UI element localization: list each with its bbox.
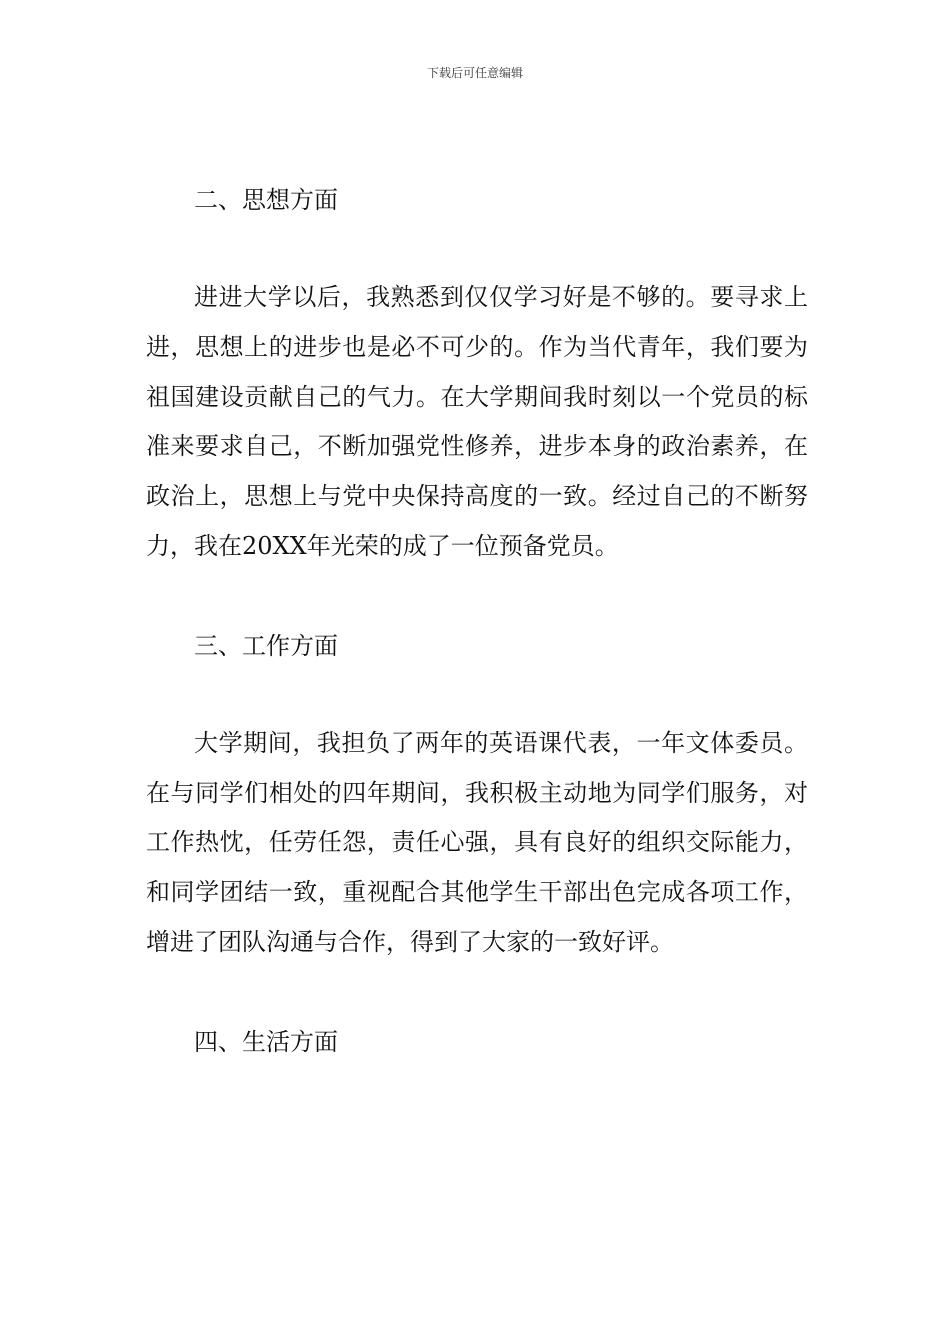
- spacer: [146, 226, 808, 273]
- document-body: [146, 174, 808, 1068]
- spacer: [146, 968, 808, 1016]
- section-heading-life: 四、生活方面: [194, 1027, 338, 1056]
- section-heading-thought: 二、思想方面: [194, 186, 338, 214]
- spacer: [146, 572, 808, 620]
- page-header: 下载后可任意编辑: [426, 66, 523, 80]
- section-paragraph-thought: 进进大学以后，我熟悉到仅仅学习好是不够的。要寻求上进，思想上的进步也是必不可少的。作为当代青年，我们要为祖国建设贡献自己的气力。在大学期间我时刻以一个党员的标准来要求自己，不断加强党性修养，进步本身的政治素养，在政治上，思想上与党中央保持高度的一致。经过自己的不断努力，我在20XX年光荣的成了一位预备党员。: [146, 283, 808, 560]
- section-heading-work: 三、工作方面: [194, 631, 338, 660]
- spacer: [146, 672, 808, 719]
- section-paragraph-work: 大学期间，我担负了两年的英语课代表，一年文体委员。在与同学们相处的四年期间，我积极主动地为同学们服务，对工作热忱，任劳任怨，责任心强，具有良好的组织交际能力，和同学团结一致，重视配合其他学生干部出色完成各项工作，增进了团队沟通与合作，得到了大家的一致好评。: [146, 728, 808, 956]
